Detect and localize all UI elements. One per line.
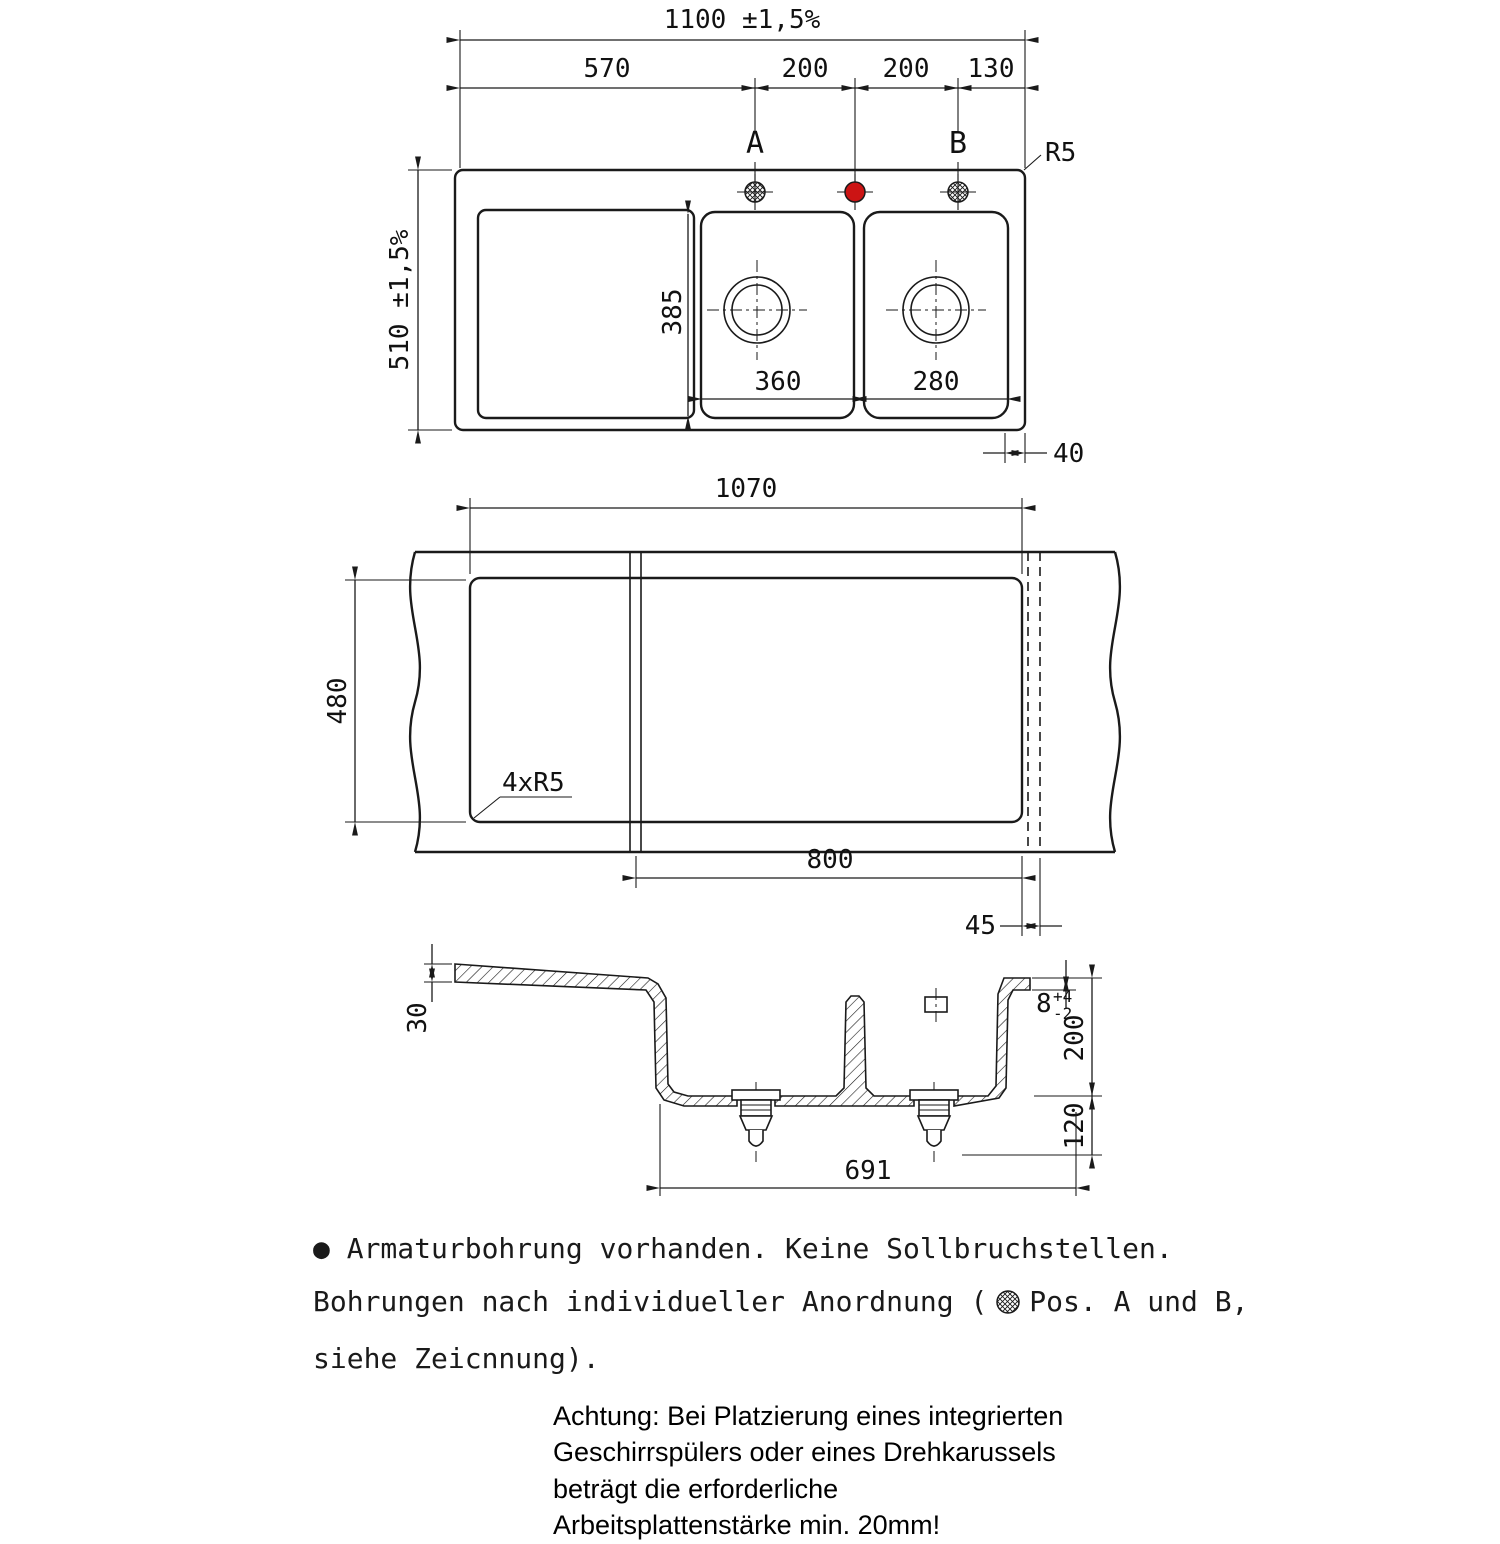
cutout-view xyxy=(323,474,1120,941)
top-view xyxy=(385,5,1084,469)
bowl1-drain xyxy=(707,260,807,360)
hole-center-red-icon xyxy=(845,182,865,202)
note-line-2-pre: Bohrungen nach individueller Anordnung ( xyxy=(313,1285,988,1319)
break-line-right xyxy=(1110,552,1120,852)
warning-line-2: Geschirrspülers oder eines Drehkarussels xyxy=(553,1437,1056,1468)
dim-label-130: 130 xyxy=(967,54,1015,84)
note-line-3: siehe Zeicnnung). xyxy=(313,1342,600,1376)
dim-45 xyxy=(1000,858,1062,936)
r5-label: R5 xyxy=(1045,138,1077,168)
section-bottom-and-divider xyxy=(775,996,914,1106)
dim-label-385: 385 xyxy=(658,288,688,336)
r5-leader-line xyxy=(1024,155,1041,170)
dim-label-360: 360 xyxy=(754,367,802,397)
dim-label-280: 280 xyxy=(912,367,960,397)
dim-label-691: 691 xyxy=(844,1156,892,1186)
dim-label-8-tol-plus: +4 xyxy=(1053,987,1073,1006)
dim-label-200b: 200 xyxy=(882,54,930,84)
hole-a-icon xyxy=(745,182,765,202)
section-view xyxy=(403,944,1102,1196)
warning-block xyxy=(553,1398,1063,1544)
corner-radius-leader xyxy=(474,797,500,818)
warning-line-1: Achtung: Bei Platzierung eines integrierten xyxy=(553,1401,1064,1431)
dim-label-120: 120 xyxy=(1060,1102,1090,1150)
section-drainboard-and-left-wall xyxy=(455,964,737,1106)
drain-fitting-2 xyxy=(910,1082,958,1162)
notes-block xyxy=(313,1222,1248,1386)
dim-label-40: 40 xyxy=(1053,439,1085,469)
dim-cutout-depth xyxy=(345,580,466,822)
dim-edge-offset xyxy=(983,433,1047,463)
dim-label-1100: 1100 ±1,5% xyxy=(663,5,821,35)
dim-label-30: 30 xyxy=(403,1002,433,1034)
warning-line-4: Arbeitsplattenstärke min. 20mm! xyxy=(553,1510,941,1541)
dim-chain-row xyxy=(460,78,1025,181)
dim-label-200a: 200 xyxy=(781,54,829,84)
bowl2-drain xyxy=(886,260,986,360)
dim-label-570: 570 xyxy=(583,54,631,84)
dim-label-8: 8 xyxy=(1036,989,1052,1019)
dim-label-800: 800 xyxy=(806,845,854,875)
hole-b-icon xyxy=(948,182,968,202)
dim-rim-height xyxy=(424,944,452,1002)
note-line-2-post: Pos. A und B, xyxy=(1029,1285,1249,1319)
dim-label-200: 200 xyxy=(1060,1014,1090,1062)
dim-label-45: 45 xyxy=(964,911,996,941)
hole-position-icon xyxy=(995,1279,1021,1332)
dim-cutout-width xyxy=(470,498,1022,574)
dim-label-8-tol-minus: -2 xyxy=(1053,1004,1073,1023)
bullet-icon: ● xyxy=(313,1232,330,1265)
drain-fitting-1 xyxy=(732,1082,780,1162)
break-line-left xyxy=(410,552,420,852)
note-line-1 xyxy=(313,1222,1248,1275)
dim-label-510: 510 ±1,5% xyxy=(385,229,415,371)
dim-total-width xyxy=(460,30,1025,168)
position-b-label: B xyxy=(948,126,968,161)
section-right-wall-and-rim xyxy=(954,978,1030,1106)
note-line-1-text: Armaturbohrung vorhanden. Keine Sollbruchstellen. xyxy=(346,1232,1173,1265)
note-line-2 xyxy=(313,1275,1248,1332)
warning-line-3: beträgt die erforderliche xyxy=(553,1473,839,1504)
dim-label-480: 480 xyxy=(323,677,353,725)
corner-radius-label: 4xR5 xyxy=(502,768,565,798)
dim-label-1070: 1070 xyxy=(714,474,778,504)
position-a-label: A xyxy=(745,126,765,161)
